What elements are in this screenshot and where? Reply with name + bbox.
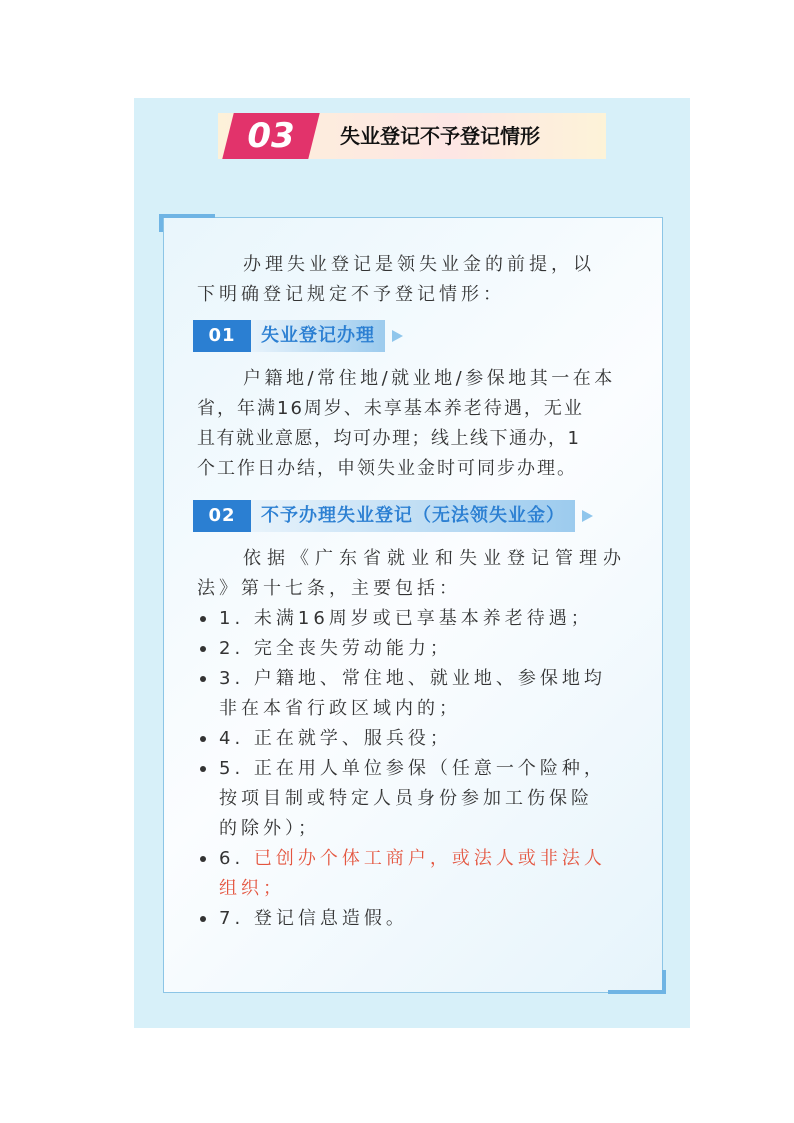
- para-line: 个工作日办结，申领失业金时可同步办理。: [197, 458, 577, 479]
- list-item: [197, 604, 647, 634]
- section-heading-1: [193, 320, 647, 352]
- arrow-right-icon: [582, 510, 593, 522]
- bullet-icon: [197, 604, 219, 634]
- list-item-text: 的除外）；: [219, 818, 320, 839]
- bullet-icon: [197, 724, 219, 754]
- para-line: 依据《广东省就业和失业登记管理办: [243, 548, 627, 569]
- section-number: 01: [193, 320, 251, 352]
- para-line: 省，年满16周岁、未享基本养老待遇，无业: [197, 398, 584, 419]
- corner-decoration: [159, 214, 215, 218]
- section-number: 02: [193, 500, 251, 532]
- section-heading-2: [193, 500, 647, 532]
- list-item: [197, 904, 647, 934]
- section-title: 不予办理失业登记（无法领失业金）: [251, 500, 575, 532]
- arrow-right-icon: [392, 330, 403, 342]
- list-item-text: 7. 登记信息造假。: [219, 908, 408, 929]
- list-item-prefix: 6.: [219, 848, 254, 869]
- list-item: [197, 754, 647, 844]
- corner-decoration: [608, 990, 666, 994]
- corner-decoration: [159, 214, 163, 232]
- list-item-highlighted: [197, 844, 647, 904]
- list-item-text: 组织；: [219, 878, 285, 899]
- poster: [134, 98, 690, 1028]
- list-item: [197, 664, 647, 724]
- bullet-icon: [197, 664, 219, 724]
- para-line: 户籍地/常住地/就业地/参保地其一在本: [243, 368, 616, 389]
- list-item-text: 4. 正在就学、服兵役；: [219, 728, 452, 749]
- list-item: [197, 724, 647, 754]
- banner-number-badge: [222, 113, 319, 159]
- list-item-text: 1. 未满16周岁或已享基本养老待遇；: [219, 608, 593, 629]
- bullet-icon: [197, 844, 219, 904]
- section-title: 失业登记办理: [251, 320, 385, 352]
- intro-line: 下明确登记规定不予登记情形：: [197, 284, 505, 305]
- list-item: [197, 634, 647, 664]
- list-item-text: 5. 正在用人单位参保（任意一个险种，: [219, 758, 606, 779]
- corner-decoration: [662, 970, 666, 994]
- list-item-text: 已创办个体工商户，或法人或非法人: [253, 848, 606, 869]
- list-item-text: 按项目制或特定人员身份参加工伤保险: [219, 788, 593, 809]
- para-line: 法》第十七条，主要包括：: [197, 578, 461, 599]
- intro-line: 办理失业登记是领失业金的前提，以: [243, 254, 595, 275]
- bullet-icon: [197, 754, 219, 844]
- section-banner: [218, 113, 606, 159]
- banner-number: 03: [247, 116, 295, 156]
- bullet-icon: [197, 634, 219, 664]
- para-line: 且有就业意愿，均可办理；线上线下通办，1: [197, 428, 581, 449]
- bullet-icon: [197, 904, 219, 934]
- list-item-text: 3. 户籍地、常住地、就业地、参保地均: [219, 668, 606, 689]
- banner-title: 失业登记不予登记情形: [340, 124, 540, 148]
- card-body: [197, 250, 647, 934]
- list-item-text: 非在本省行政区域内的；: [219, 698, 461, 719]
- list-item-text: 2. 完全丧失劳动能力；: [219, 638, 452, 659]
